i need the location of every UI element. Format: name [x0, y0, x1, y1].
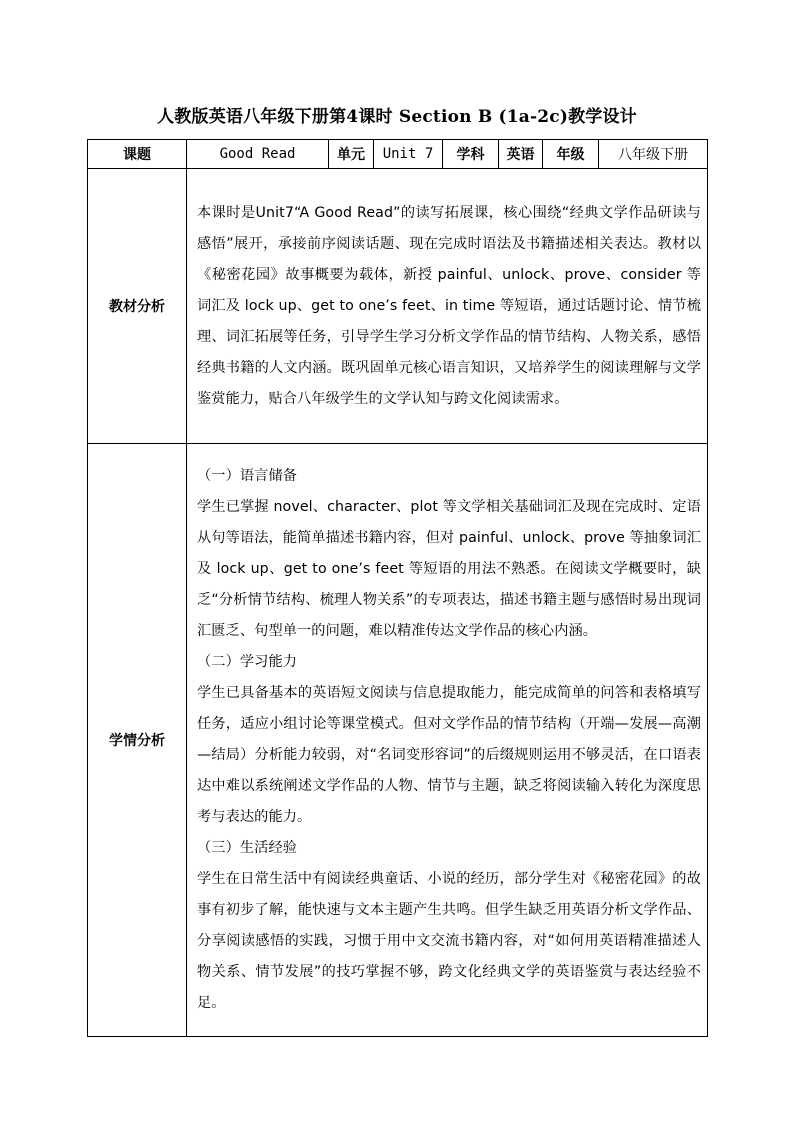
subject-label: 学科: [443, 140, 499, 169]
topic-value: Good Read: [187, 140, 329, 169]
grade-label: 年级: [543, 140, 599, 169]
page-title: 人教版英语八年级下册第4课时 Section B (1a-2c)教学设计: [157, 107, 637, 127]
material-analysis-label: 教材分析: [88, 169, 187, 444]
material-analysis-cell: [187, 169, 708, 444]
subject-value: 英语: [499, 140, 543, 169]
topic-label: 课题: [88, 140, 187, 169]
section-heading-ability: （二）学习能力: [197, 654, 298, 670]
section-text-experience: 学生在日常生活中有阅读经典童话、小说的经历，部分学生对《秘密花园》的故事有初步了解，能快速与文本主题产生共鸣。但学生缺乏用英语分析文学作品、分享阅读感悟的实践，习惯于用中文交流书籍内容，对“如何用英语精准描述人物关系、情节发展”的技巧掌握不够，跨文化经典文学的英语鉴赏与表达经验不足。: [197, 871, 701, 1011]
unit-label: 单元: [329, 140, 374, 169]
student-analysis-row: [88, 444, 708, 1037]
unit-value: Unit 7: [374, 140, 443, 169]
section-text-ability: 学生已具备基本的英语短文阅读与信息提取能力，能完成简单的问答和表格填写任务，适应小组讨论等课堂模式。但对文学作品的情节结构（开端—发展—高潮—结局）分析能力较弱，对“名词变形容词”的后缀规则运用不够灵活，在口语表达中难以系统阐述文学作品的人物、情节与主题，缺乏将阅读输入转化为深度思考与表达的能力。: [197, 685, 701, 825]
section-text-language: 学生已掌握 novel、character、plot 等文学相关基础词汇及现在完成时、定语从句等语法，能简单描述书籍内容，但对 painful、unlock、prove 等抽象词汇及 lock up、get to one’s feet 等短语的用法不熟悉。在阅读文学概要时，缺乏“分析情节结构、梳理人物关系”的专项表达，描述书籍主题与感悟时易出现词汇匮乏、句型单一的问题，难以精准传达文学作品的核心内涵。: [197, 499, 701, 639]
material-analysis-row: [88, 169, 708, 444]
student-analysis-cell: [187, 444, 708, 1037]
lesson-plan-table: [87, 139, 708, 1037]
header-row: [88, 140, 708, 169]
student-analysis-label: 学情分析: [88, 444, 187, 1037]
grade-value: 八年级下册: [599, 140, 708, 169]
section-heading-language: （一）语言储备: [197, 468, 298, 484]
material-analysis-text: 本课时是Unit7“A Good Read”的读写拓展课，核心围绕“经典文学作品研读与感悟”展开，承接前序阅读话题、现在完成时语法及书籍描述相关表达。教材以《秘密花园》故事概要为载体，新授 painful、unlock、prove、consider 等词汇及 lock up、get to one’s feet、in time 等短语，通过话题讨论、情节梳理、词汇拓展等任务，引导学生学习分析文学作品的情节结构、人物关系，感悟经典书籍的人文内涵。既巩固单元核心语言知识，又培养学生的阅读理解与文学鉴赏能力，贴合八年级学生的文学认知与跨文化阅读需求。: [197, 204, 701, 407]
section-heading-experience: （三）生活经验: [197, 840, 298, 856]
